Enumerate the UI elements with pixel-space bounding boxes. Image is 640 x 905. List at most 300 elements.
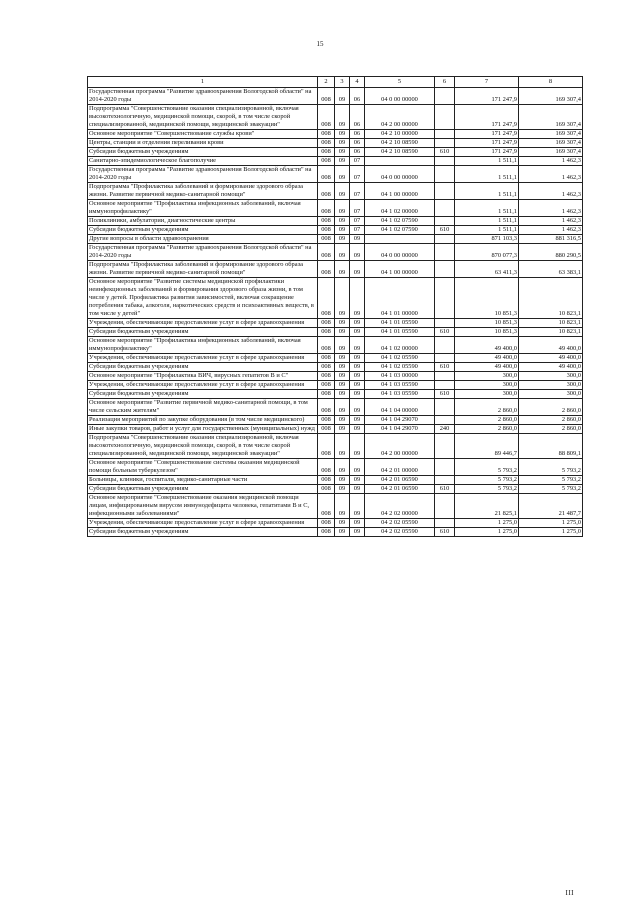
expense-type-cell: 610 — [435, 148, 455, 157]
admin-code-cell: 008 — [318, 390, 335, 399]
row-name-cell: Учреждения, обеспечивающие предоставление услуг в сфере здравоохранения — [88, 519, 318, 528]
amount-cell-b: 2 860,0 — [519, 416, 583, 425]
amount-cell-b: 5 793,2 — [519, 476, 583, 485]
section-cell: 09 — [335, 278, 350, 319]
table-row — [88, 528, 583, 537]
section-cell: 09 — [335, 139, 350, 148]
subsection-cell: 09 — [350, 244, 365, 261]
table-row — [88, 425, 583, 434]
amount-cell-b: 49 400,0 — [519, 337, 583, 354]
admin-code-cell: 008 — [318, 399, 335, 416]
amount-cell-a: 63 411,3 — [455, 261, 519, 278]
header-cell: 2 — [318, 77, 335, 88]
amount-cell-a: 49 400,0 — [455, 337, 519, 354]
amount-cell-a: 49 400,0 — [455, 354, 519, 363]
section-cell: 09 — [335, 363, 350, 372]
expense-type-cell — [435, 476, 455, 485]
target-article-cell: 04 1 02 00000 — [365, 200, 435, 217]
target-article-cell: 04 1 02 07590 — [365, 226, 435, 235]
table-row — [88, 390, 583, 399]
target-article-cell: 04 2 10 08590 — [365, 139, 435, 148]
target-article-cell: 04 1 01 00000 — [365, 278, 435, 319]
amount-cell-b: 5 793,2 — [519, 485, 583, 494]
row-name-cell: Подпрограмма "Профилактика заболеваний и формирование здорового образа жизни. Развитие первичной медико-санитарной помощи" — [88, 261, 318, 278]
section-cell: 09 — [335, 485, 350, 494]
target-article-cell: 04 2 02 05590 — [365, 519, 435, 528]
subsection-cell: 06 — [350, 139, 365, 148]
expense-type-cell — [435, 105, 455, 130]
amount-cell-b: 1 462,3 — [519, 183, 583, 200]
budget-table — [87, 76, 583, 537]
expense-type-cell — [435, 88, 455, 105]
target-article-cell: 04 2 02 05590 — [365, 528, 435, 537]
table-row — [88, 476, 583, 485]
row-name-cell: Поликлиники, амбулатории, диагностические центры — [88, 217, 318, 226]
amount-cell-b: 63 383,1 — [519, 261, 583, 278]
amount-cell-b: 300,0 — [519, 372, 583, 381]
amount-cell-b: 300,0 — [519, 390, 583, 399]
admin-code-cell: 008 — [318, 217, 335, 226]
target-article-cell: 04 1 02 07590 — [365, 217, 435, 226]
row-name-cell: Основное мероприятие "Профилактика инфекционных заболеваний, включая иммунопрофилактику" — [88, 337, 318, 354]
target-article-cell: 04 1 00 00000 — [365, 261, 435, 278]
section-cell: 09 — [335, 528, 350, 537]
amount-cell-b: 880 290,5 — [519, 244, 583, 261]
amount-cell-b: 49 400,0 — [519, 363, 583, 372]
row-name-cell: Субсидии бюджетным учреждениям — [88, 363, 318, 372]
amount-cell-a: 49 400,0 — [455, 363, 519, 372]
amount-cell-b: 1 462,3 — [519, 166, 583, 183]
subsection-cell: 09 — [350, 434, 365, 459]
amount-cell-b: 169 307,4 — [519, 105, 583, 130]
admin-code-cell: 008 — [318, 328, 335, 337]
table-row — [88, 354, 583, 363]
expense-type-cell — [435, 235, 455, 244]
amount-cell-b: 2 860,0 — [519, 399, 583, 416]
amount-cell-a: 1 511,1 — [455, 226, 519, 235]
expense-type-cell: 610 — [435, 390, 455, 399]
expense-type-cell — [435, 183, 455, 200]
expense-type-cell: 610 — [435, 363, 455, 372]
target-article-cell: 04 1 04 00000 — [365, 399, 435, 416]
amount-cell-a: 171 247,9 — [455, 130, 519, 139]
amount-cell-b: 5 793,2 — [519, 459, 583, 476]
row-name-cell: Субсидии бюджетным учреждениям — [88, 528, 318, 537]
amount-cell-b: 169 307,4 — [519, 130, 583, 139]
table-body — [88, 88, 583, 537]
expense-type-cell — [435, 416, 455, 425]
amount-cell-a: 10 851,3 — [455, 319, 519, 328]
section-cell: 09 — [335, 319, 350, 328]
subsection-cell: 09 — [350, 390, 365, 399]
section-cell: 09 — [335, 226, 350, 235]
section-cell: 09 — [335, 88, 350, 105]
corner-mark: III — [565, 889, 574, 897]
target-article-cell: 04 2 01 06590 — [365, 485, 435, 494]
row-name-cell: Государственная программа "Развитие здравоохранения Вологодской области" на 2014-2020 годы — [88, 166, 318, 183]
admin-code-cell: 008 — [318, 88, 335, 105]
target-article-cell: 04 2 10 08590 — [365, 148, 435, 157]
section-cell: 09 — [335, 381, 350, 390]
table-row — [88, 416, 583, 425]
amount-cell-a: 2 860,0 — [455, 416, 519, 425]
admin-code-cell: 008 — [318, 200, 335, 217]
row-name-cell: Субсидии бюджетным учреждениям — [88, 328, 318, 337]
amount-cell-a: 1 511,1 — [455, 157, 519, 166]
admin-code-cell: 008 — [318, 485, 335, 494]
section-cell: 09 — [335, 494, 350, 519]
amount-cell-a: 171 247,9 — [455, 139, 519, 148]
amount-cell-b: 88 809,1 — [519, 434, 583, 459]
expense-type-cell — [435, 337, 455, 354]
target-article-cell: 04 1 02 05590 — [365, 363, 435, 372]
table-row — [88, 226, 583, 235]
expense-type-cell — [435, 434, 455, 459]
subsection-cell: 09 — [350, 328, 365, 337]
amount-cell-a: 10 851,3 — [455, 278, 519, 319]
header-cell: 5 — [365, 77, 435, 88]
table-row — [88, 485, 583, 494]
row-name-cell: Основное мероприятие "Развитие первичной медико-санитарной помощи, в том числе сельским жителям" — [88, 399, 318, 416]
amount-cell-a: 1 511,1 — [455, 166, 519, 183]
admin-code-cell: 008 — [318, 157, 335, 166]
section-cell: 09 — [335, 244, 350, 261]
table-row — [88, 319, 583, 328]
expense-type-cell — [435, 494, 455, 519]
table-row — [88, 261, 583, 278]
section-cell: 09 — [335, 337, 350, 354]
subsection-cell: 09 — [350, 494, 365, 519]
admin-code-cell: 008 — [318, 363, 335, 372]
admin-code-cell: 008 — [318, 337, 335, 354]
table-row — [88, 494, 583, 519]
table-row — [88, 434, 583, 459]
table-row — [88, 130, 583, 139]
table-row — [88, 217, 583, 226]
amount-cell-a: 2 860,0 — [455, 425, 519, 434]
section-cell: 09 — [335, 148, 350, 157]
row-name-cell: Основное мероприятие "Совершенствование системы оказания медицинской помощи больным туберкулезом" — [88, 459, 318, 476]
subsection-cell: 09 — [350, 278, 365, 319]
amount-cell-b: 169 307,4 — [519, 148, 583, 157]
row-name-cell: Учреждения, обеспечивающие предоставление услуг в сфере здравоохранения — [88, 381, 318, 390]
amount-cell-b: 1 462,3 — [519, 200, 583, 217]
expense-type-cell — [435, 459, 455, 476]
amount-cell-a: 300,0 — [455, 381, 519, 390]
table-row — [88, 363, 583, 372]
target-article-cell: 04 2 02 00000 — [365, 494, 435, 519]
header-cell: 1 — [88, 77, 318, 88]
section-cell: 09 — [335, 261, 350, 278]
header-cell: 3 — [335, 77, 350, 88]
amount-cell-a: 5 793,2 — [455, 476, 519, 485]
subsection-cell: 06 — [350, 88, 365, 105]
expense-type-cell — [435, 354, 455, 363]
target-article-cell — [365, 235, 435, 244]
section-cell: 09 — [335, 459, 350, 476]
amount-cell-a: 1 275,0 — [455, 528, 519, 537]
target-article-cell: 04 2 01 00000 — [365, 459, 435, 476]
table-row — [88, 519, 583, 528]
amount-cell-a: 1 511,1 — [455, 217, 519, 226]
row-name-cell: Основное мероприятие "Профилактика инфекционных заболеваний, включая иммунопрофилактику" — [88, 200, 318, 217]
table-header-row — [88, 77, 583, 88]
admin-code-cell: 008 — [318, 425, 335, 434]
header-cell: 7 — [455, 77, 519, 88]
subsection-cell: 07 — [350, 200, 365, 217]
row-name-cell: Больницы, клиники, госпитали, медико-санитарные части — [88, 476, 318, 485]
section-cell: 09 — [335, 130, 350, 139]
table-row — [88, 200, 583, 217]
table-row — [88, 88, 583, 105]
section-cell: 09 — [335, 399, 350, 416]
section-cell: 09 — [335, 200, 350, 217]
expense-type-cell: 610 — [435, 528, 455, 537]
subsection-cell: 09 — [350, 485, 365, 494]
admin-code-cell: 008 — [318, 235, 335, 244]
amount-cell-a: 10 851,3 — [455, 328, 519, 337]
expense-type-cell — [435, 157, 455, 166]
table-row — [88, 372, 583, 381]
admin-code-cell: 008 — [318, 278, 335, 319]
table-row — [88, 459, 583, 476]
expense-type-cell — [435, 166, 455, 183]
admin-code-cell: 008 — [318, 434, 335, 459]
table-row — [88, 105, 583, 130]
table-row — [88, 166, 583, 183]
subsection-cell: 06 — [350, 130, 365, 139]
amount-cell-a: 171 247,9 — [455, 148, 519, 157]
subsection-cell: 07 — [350, 226, 365, 235]
row-name-cell: Основное мероприятие "Развитие системы медицинской профилактики неинфекционных заболеваний и формирования здорового образа жизни, в том числе у детей. Профилактика развития зависимостей, включая сокращение потребления табака, алкоголя, наркотических средств и психоактивных веществ, в том числе у детей" — [88, 278, 318, 319]
admin-code-cell: 008 — [318, 183, 335, 200]
row-name-cell: Субсидии бюджетным учреждениям — [88, 390, 318, 399]
expense-type-cell — [435, 217, 455, 226]
table-row — [88, 235, 583, 244]
row-name-cell: Субсидии бюджетным учреждениям — [88, 148, 318, 157]
amount-cell-a: 5 793,2 — [455, 459, 519, 476]
subsection-cell: 09 — [350, 363, 365, 372]
expense-type-cell: 240 — [435, 425, 455, 434]
section-cell: 09 — [335, 476, 350, 485]
target-article-cell: 04 0 00 00000 — [365, 244, 435, 261]
row-name-cell: Государственная программа "Развитие здравоохранения Вологодской области" на 2014-2020 годы — [88, 88, 318, 105]
admin-code-cell: 008 — [318, 528, 335, 537]
amount-cell-b: 1 462,3 — [519, 157, 583, 166]
row-name-cell: Центры, станции и отделения переливания крови — [88, 139, 318, 148]
amount-cell-b: 1 275,0 — [519, 528, 583, 537]
page-number: 15 — [316, 40, 324, 48]
target-article-cell: 04 1 03 00000 — [365, 372, 435, 381]
row-name-cell: Основное мероприятие "Совершенствование оказания медицинской помощи лицам, инфицированным вирусом иммунодефицита человека, гепатитами В и С, инфекционными заболеваниями" — [88, 494, 318, 519]
subsection-cell: 07 — [350, 166, 365, 183]
section-cell: 09 — [335, 434, 350, 459]
subsection-cell: 09 — [350, 235, 365, 244]
expense-type-cell — [435, 139, 455, 148]
subsection-cell: 09 — [350, 354, 365, 363]
table-row — [88, 381, 583, 390]
row-name-cell: Субсидии бюджетным учреждениям — [88, 226, 318, 235]
expense-type-cell — [435, 519, 455, 528]
row-name-cell: Основное мероприятие "Профилактика ВИЧ, вирусных гепатитов В и С" — [88, 372, 318, 381]
expense-type-cell — [435, 278, 455, 319]
amount-cell-b: 2 860,0 — [519, 425, 583, 434]
subsection-cell: 09 — [350, 528, 365, 537]
subsection-cell: 09 — [350, 519, 365, 528]
table-row — [88, 139, 583, 148]
admin-code-cell: 008 — [318, 226, 335, 235]
target-article-cell: 04 0 00 00000 — [365, 166, 435, 183]
admin-code-cell: 008 — [318, 105, 335, 130]
header-cell: 4 — [350, 77, 365, 88]
expense-type-cell: 610 — [435, 226, 455, 235]
table-row — [88, 183, 583, 200]
target-article-cell: 04 1 03 05590 — [365, 381, 435, 390]
table-row — [88, 337, 583, 354]
amount-cell-b: 1 275,0 — [519, 519, 583, 528]
subsection-cell: 09 — [350, 319, 365, 328]
admin-code-cell: 008 — [318, 354, 335, 363]
row-name-cell: Субсидии бюджетным учреждениям — [88, 485, 318, 494]
amount-cell-a: 1 511,1 — [455, 183, 519, 200]
admin-code-cell: 008 — [318, 148, 335, 157]
section-cell: 09 — [335, 105, 350, 130]
target-article-cell: 04 1 02 05590 — [365, 354, 435, 363]
target-article-cell: 04 2 00 00000 — [365, 434, 435, 459]
amount-cell-b: 300,0 — [519, 381, 583, 390]
section-cell: 09 — [335, 235, 350, 244]
subsection-cell: 09 — [350, 425, 365, 434]
header-cell: 8 — [519, 77, 583, 88]
section-cell: 09 — [335, 328, 350, 337]
subsection-cell: 09 — [350, 476, 365, 485]
amount-cell-a: 89 446,7 — [455, 434, 519, 459]
amount-cell-b: 1 462,3 — [519, 217, 583, 226]
target-article-cell: 04 2 10 00000 — [365, 130, 435, 139]
amount-cell-a: 1 275,0 — [455, 519, 519, 528]
row-name-cell: Государственная программа "Развитие здравоохранения Вологодской области" на 2014-2020 годы — [88, 244, 318, 261]
amount-cell-b: 10 823,1 — [519, 328, 583, 337]
row-name-cell: Реализация мероприятий по закупке оборудования (в том числе медицинского) — [88, 416, 318, 425]
target-article-cell: 04 1 00 00000 — [365, 183, 435, 200]
section-cell: 09 — [335, 372, 350, 381]
admin-code-cell: 008 — [318, 261, 335, 278]
subsection-cell: 09 — [350, 261, 365, 278]
amount-cell-b: 169 307,4 — [519, 88, 583, 105]
section-cell: 09 — [335, 354, 350, 363]
expense-type-cell — [435, 200, 455, 217]
target-article-cell: 04 1 04 29070 — [365, 425, 435, 434]
amount-cell-b: 1 462,3 — [519, 226, 583, 235]
admin-code-cell: 008 — [318, 519, 335, 528]
admin-code-cell: 008 — [318, 139, 335, 148]
subsection-cell: 06 — [350, 148, 365, 157]
section-cell: 09 — [335, 217, 350, 226]
subsection-cell: 09 — [350, 372, 365, 381]
amount-cell-b: 49 400,0 — [519, 354, 583, 363]
amount-cell-a: 870 077,3 — [455, 244, 519, 261]
target-article-cell: 04 0 00 00000 — [365, 88, 435, 105]
amount-cell-a: 5 793,2 — [455, 485, 519, 494]
row-name-cell: Другие вопросы в области здравоохранения — [88, 235, 318, 244]
row-name-cell: Учреждения, обеспечивающие предоставление услуг в сфере здравоохранения — [88, 319, 318, 328]
table-row — [88, 328, 583, 337]
row-name-cell: Иные закупки товаров, работ и услуг для государственных (муниципальных) нужд — [88, 425, 318, 434]
row-name-cell: Санитарно-эпидемиологическое благополучие — [88, 157, 318, 166]
row-name-cell: Учреждения, обеспечивающие предоставление услуг в сфере здравоохранения — [88, 354, 318, 363]
expense-type-cell — [435, 399, 455, 416]
section-cell: 09 — [335, 390, 350, 399]
admin-code-cell: 008 — [318, 244, 335, 261]
target-article-cell: 04 1 03 05590 — [365, 390, 435, 399]
header-cell: 6 — [435, 77, 455, 88]
amount-cell-a: 1 511,1 — [455, 200, 519, 217]
amount-cell-b: 10 823,1 — [519, 319, 583, 328]
amount-cell-a: 300,0 — [455, 372, 519, 381]
table-row — [88, 399, 583, 416]
section-cell: 09 — [335, 157, 350, 166]
expense-type-cell — [435, 381, 455, 390]
amount-cell-b: 10 823,1 — [519, 278, 583, 319]
section-cell: 09 — [335, 416, 350, 425]
row-name-cell: Подпрограмма "Совершенствование оказания специализированной, включая высокотехнологичную, медицинской помощи, скорой, в том числе скорой специализированной, медицинской помощи, медицинской эвакуации" — [88, 105, 318, 130]
subsection-cell: 09 — [350, 416, 365, 425]
amount-cell-a: 300,0 — [455, 390, 519, 399]
expense-type-cell — [435, 372, 455, 381]
subsection-cell: 09 — [350, 459, 365, 476]
amount-cell-b: 881 316,5 — [519, 235, 583, 244]
amount-cell-b: 169 307,4 — [519, 139, 583, 148]
admin-code-cell: 008 — [318, 130, 335, 139]
row-name-cell: Основное мероприятие "Совершенствование службы крови" — [88, 130, 318, 139]
section-cell: 09 — [335, 519, 350, 528]
section-cell: 09 — [335, 166, 350, 183]
target-article-cell: 04 2 01 06590 — [365, 476, 435, 485]
table-row — [88, 157, 583, 166]
amount-cell-a: 171 247,9 — [455, 105, 519, 130]
expense-type-cell — [435, 319, 455, 328]
amount-cell-a: 171 247,9 — [455, 88, 519, 105]
expense-type-cell — [435, 261, 455, 278]
target-article-cell: 04 1 01 05590 — [365, 319, 435, 328]
section-cell: 09 — [335, 425, 350, 434]
subsection-cell: 07 — [350, 183, 365, 200]
admin-code-cell: 008 — [318, 494, 335, 519]
subsection-cell: 09 — [350, 399, 365, 416]
subsection-cell: 06 — [350, 105, 365, 130]
row-name-cell: Подпрограмма "Совершенствование оказания специализированной, включая высокотехнологичную, медицинской помощи, скорой, в том числе скорой специализированной, медицинской помощи, медицинской эвакуации" — [88, 434, 318, 459]
amount-cell-a: 21 825,1 — [455, 494, 519, 519]
target-article-cell: 04 1 01 05590 — [365, 328, 435, 337]
subsection-cell: 09 — [350, 381, 365, 390]
expense-type-cell: 610 — [435, 485, 455, 494]
table-row — [88, 244, 583, 261]
table-row — [88, 148, 583, 157]
expense-type-cell — [435, 244, 455, 261]
subsection-cell: 07 — [350, 157, 365, 166]
amount-cell-a: 871 103,3 — [455, 235, 519, 244]
admin-code-cell: 008 — [318, 372, 335, 381]
admin-code-cell: 008 — [318, 319, 335, 328]
expense-type-cell: 610 — [435, 328, 455, 337]
admin-code-cell: 008 — [318, 459, 335, 476]
expense-type-cell — [435, 130, 455, 139]
admin-code-cell: 008 — [318, 166, 335, 183]
target-article-cell: 04 2 00 00000 — [365, 105, 435, 130]
admin-code-cell: 008 — [318, 476, 335, 485]
target-article-cell: 04 1 04 29070 — [365, 416, 435, 425]
amount-cell-a: 2 860,0 — [455, 399, 519, 416]
